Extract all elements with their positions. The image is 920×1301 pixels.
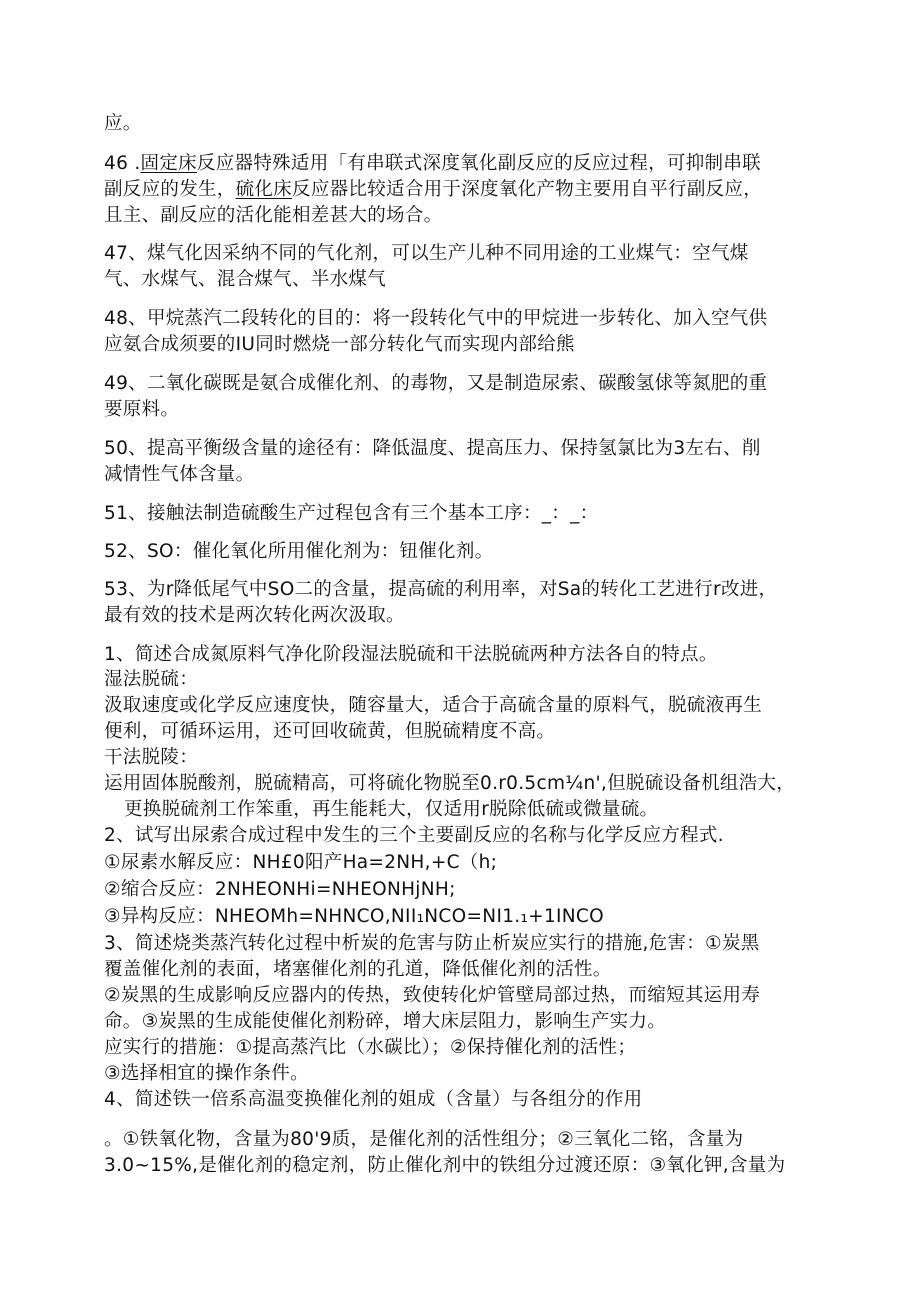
- line-text: 副反应的发生，: [104, 179, 236, 200]
- line-text: 反应器比较适合用于深度氧化产物主要用自平行副反应，: [292, 179, 763, 200]
- text-line: 湿法脱硫：: [104, 669, 199, 690]
- text-line: [104, 178, 816, 202]
- text-line: [104, 152, 816, 176]
- text-line: ③异构反应：NHEOMh=NHNCO,NII₁NCO=NI1.₁+1INCO: [104, 906, 605, 927]
- text-line: 干法脱陵：: [104, 747, 199, 768]
- text-line: 更换脱硫剂工作笨重，再生能耗大，仅适用r脱除低硫或微量硫。: [124, 799, 659, 820]
- text-line: 3.0~15%,是催化剂的稳定剂，防止催化剂中的铁组分过渡还原：③氧化钾,含量为: [104, 1155, 786, 1176]
- text-line: ②炭黑的生成影响反应器内的传热，致使转化炉管壁局部过热，而缩短其运用寿: [104, 985, 761, 1006]
- text-line: 49、二氧化碳既是氨合成催化剂、的毒物，又是制造尿索、碳酸氢俅等氮肥的重: [104, 373, 768, 394]
- text-line: 53、为r降低尾气中SO二的含量，提高硫的利用率，对Sa的转化工艺进行r改进，: [104, 579, 778, 600]
- text-line: 51、接触法制造硫酸生产过程包含有三个基本工序：_：_：: [104, 503, 599, 524]
- text-line: 要原料。: [104, 399, 180, 420]
- text-line: 。①铁氧化物，含量为80'9质，是催化剂的活性组分；②三氧化二铭，含量为: [104, 1129, 744, 1150]
- text-line: 50、提高平衡级含量的途径有：降低温度、提高压力、保持氢氯比为3左右、削: [104, 438, 761, 459]
- text-line: 52、SO：催化氧化所用催化剂为：钮催化剂。: [104, 541, 494, 562]
- text-line: 命。③炭黑的生成能使催化剂粉碎，增大床层阻力，影响生产实力。: [104, 1011, 667, 1032]
- underlined-term: 固定床: [140, 153, 197, 174]
- text-line: ①尿素水解反应：NH£0阳产Ha=2NH,+C（h;: [104, 852, 498, 873]
- text-line: ③选择相宜的操作条件。: [104, 1063, 309, 1084]
- text-line: 气、水煤气、混合煤气、半水煤气: [104, 269, 387, 290]
- item-number: 46 .: [104, 153, 141, 174]
- text-line: 4、简述铁一倍系高温变换催化剂的姐成（含量）与各组分的作用: [104, 1089, 643, 1110]
- text-line: 48、甲烷蒸汽二段转化的目的：将一段转化气中的甲烷进一步转化、加入空气供: [104, 308, 768, 329]
- text-line: 应实行的措施：①提高蒸汽比（水碳比）；②保持催化剂的活性；: [104, 1037, 637, 1058]
- text-line: 47、煤气化因采纳不同的气化剂，可以生产儿种不同用途的工业煤气：空气煤: [104, 243, 749, 264]
- text-line: 汲取速度或化学反应速度快，随容量大，适合于高硫含量的原料气，脱硫液再生: [104, 695, 763, 716]
- text-line: 便利，可循环运用，还可回收硫黄，但脱硫精度不高。: [104, 721, 556, 742]
- text-line: 应氨合成须要的IU同时燃烧一部分转化气而实现内部给熊: [104, 334, 575, 355]
- underlined-term: 硫化床: [235, 179, 293, 200]
- text-line: ②缩合反应：2NHEONHi=NHEONHjNH;: [104, 879, 456, 900]
- text-line: 3、简述烧类蒸汽转化过程中析炭的危害与防止析炭应实行的措施,危害：①炭黑: [104, 933, 760, 954]
- text-line: 运用固体脱酸剂，脱硫精高，可将硫化物脱至0.r0.5cm¼n',但脱硫设备机组浩大，: [104, 773, 796, 794]
- line-text: 反应器特殊适用「有串联式深度氧化副反应的反应过程，可抑制串联: [196, 153, 761, 174]
- text-line: 减情性气体含量。: [104, 464, 255, 485]
- text-line: 最有效的技术是两次转化两次汲取。: [104, 605, 405, 626]
- text-line: 2、试写出尿索合成过程中发生的三个主要副反应的名称与化学反应方程式.: [104, 825, 724, 846]
- text-line: 应。: [104, 113, 142, 134]
- text-line: 覆盖催化剂的表面，堵塞催化剂的孔道，降低催化剂的活性。: [104, 959, 612, 980]
- text-line: 且主、副反应的活化能相差甚大的场合。: [104, 205, 443, 226]
- text-line: 1、简述合成氮原料气净化阶段湿法脱硫和干法脱硫两种方法各自的特点。: [104, 644, 718, 665]
